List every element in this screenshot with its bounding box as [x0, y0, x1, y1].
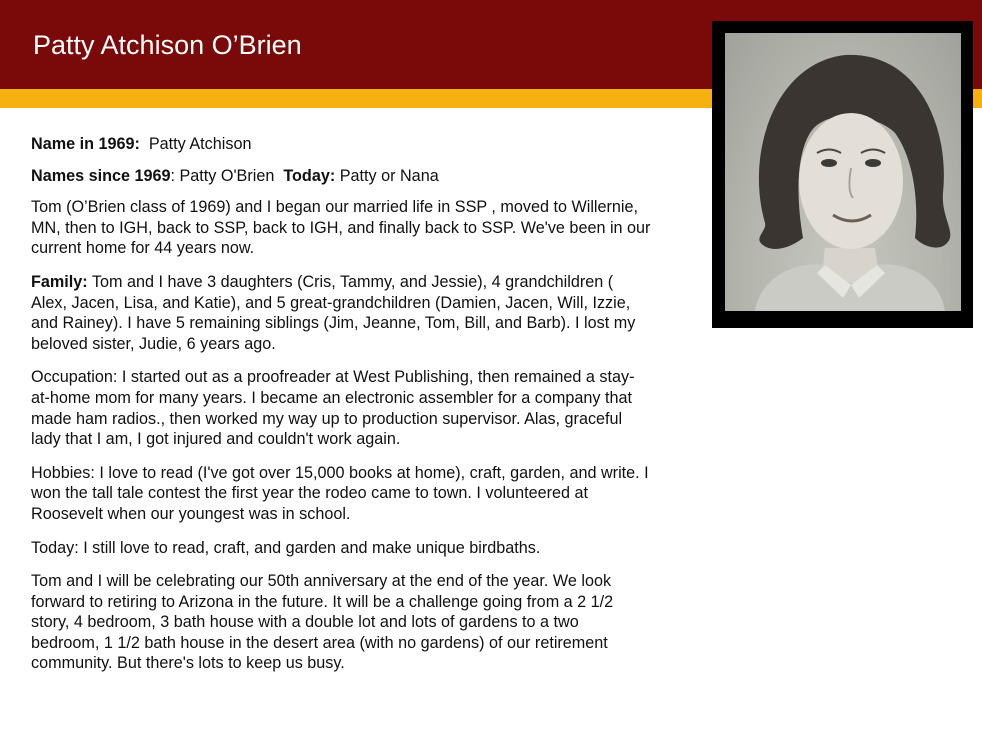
portrait-icon: [725, 33, 961, 311]
history-paragraph: Tom (O’Brien class of 1969) and I began our married life in SSP , moved to Willernie, MN, then to IGH, back to SSP, back to IGH, and finally back to SSP. We've been in our current home for 44 years now.: [31, 198, 651, 258]
page-title: Patty Atchison O’Brien: [33, 30, 302, 60]
profile-content: [31, 134, 651, 687]
hobbies-paragraph: Hobbies: I love to read (I've got over 15,000 books at home), craft, garden, and write. I won the tall tale contest the first year the rodeo came to town. I volunteered at Roosevelt when our youngest was in school.: [31, 463, 649, 523]
photo-frame: [712, 21, 973, 328]
family-value: Tom and I have 3 daughters (Cris, Tammy, and Jessie), 4 grandchildren ( Alex, Jacen, Lisa, and Katie), and 5 great-grandchildren (Damien, Jacen, Will, Izzie, and Rainey). I have 5 remaining siblings (Jim, Jeanne, Tom, Bill, and Barb). I lost my beloved sister, Judie, 6 years ago.: [31, 272, 636, 353]
names-since-label: Names since 1969: [31, 166, 171, 185]
name-1969-value: Patty Atchison: [148, 135, 252, 153]
family-paragraph: [31, 272, 651, 354]
today-paragraph: Today: I still love to read, craft, and garden and make unique birdbaths.: [31, 538, 541, 557]
family-label: Family:: [31, 272, 88, 291]
name-1969-line: [31, 134, 651, 155]
portrait-photo: [725, 33, 961, 311]
today-label: Today:: [283, 166, 336, 185]
occupation-paragraph: Occupation: I started out as a proofreader at West Publishing, then remained a stay-at-home mom for many years. I became an electronic assembler for a company that made ham radios., then worked my way up to production supervisor. Alas, graceful lady that I am, I got injured and couldn't work again.: [31, 368, 635, 449]
future-paragraph: Tom and I will be celebrating our 50th anniversary at the end of the year. We look forward to retiring to Arizona in the future. It will be a challenge going from a 2 1/2 story, 4 bedroom, 3 bath house with a double lot and lots of gardens to a two bedroom, 1 1/2 bath house in the desert area (with no gardens) of our retirement community. But there's lots to keep us busy.: [31, 572, 614, 673]
today-value: Patty or Nana: [339, 166, 439, 185]
names-since-line: [31, 166, 651, 187]
name-1969-label: Name in 1969:: [31, 135, 140, 153]
names-since-value: : Patty O'Brien: [170, 166, 275, 185]
